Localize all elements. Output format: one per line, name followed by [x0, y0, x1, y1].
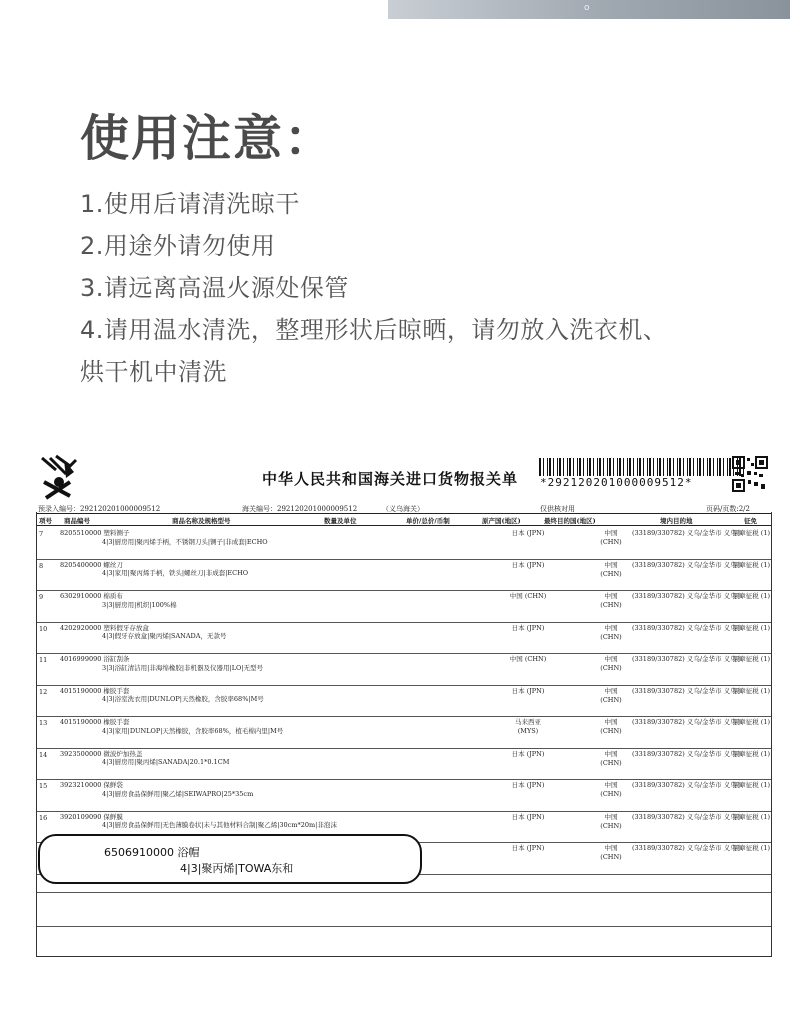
barcode-bar: [597, 458, 598, 476]
barcode-bar: [637, 458, 638, 476]
barcode-bar: [557, 458, 558, 476]
reference-note: 仅供核对用: [540, 505, 575, 513]
destination-country: 中国 (CHN): [600, 623, 622, 641]
page-heading: 使用注意：: [80, 110, 336, 167]
barcode-bar: [563, 458, 564, 476]
barcode-bar: [543, 458, 544, 476]
domestic-destination: (33189/330782) 义乌/金华市 义乌市: [632, 781, 744, 789]
barcode-bar: [727, 458, 728, 476]
tax-treatment: 照章征税 (1): [732, 781, 770, 789]
barcode-bar: [669, 458, 671, 476]
item-number: 11: [39, 656, 48, 664]
note-2: 2.用途外请勿使用: [80, 232, 276, 260]
destination-country: 中国 (CHN): [600, 781, 622, 798]
barcode-bar: [623, 458, 624, 476]
domestic-destination: (33189/330782) 义乌/金华市 义乌市: [632, 686, 744, 695]
col-item-no: 项号: [39, 517, 52, 525]
barcode-icon: [539, 458, 747, 476]
barcode-bar: [559, 458, 561, 476]
barcode-bar: [713, 458, 714, 476]
origin-country: 日本 (JPN): [511, 749, 545, 758]
barcode-bar: [593, 458, 594, 476]
highlighted-item-spec: 4|3|聚丙烯|TOWA东和: [180, 862, 294, 875]
barcode-bar: [663, 458, 664, 476]
item-number: 15: [39, 782, 48, 790]
col-commodity-code: 商品编号: [64, 517, 90, 525]
item-number: 10: [39, 624, 48, 633]
barcode-bar: [687, 458, 688, 476]
spec-line: 4|3|家用|DUNLOP|天然橡胶，含胶率68%，植毛棉内里|M号: [102, 726, 284, 735]
barcode-bar: [657, 458, 658, 476]
spec-line: 4|3|假牙存放盒|聚丙烯|SANADA，无款号: [102, 632, 227, 640]
barcode-bar: [709, 458, 711, 476]
barcode-bar: [729, 458, 731, 476]
tax-treatment: 照章征税 (1): [732, 749, 770, 758]
col-description: 商品名称及规格型号: [172, 517, 231, 525]
top-photo-strip: [388, 0, 790, 19]
barcode-bar: [589, 458, 591, 476]
commodity-line: 4016999090 浴缸刮条: [60, 655, 130, 663]
item-number: 14: [39, 750, 48, 759]
barcode-bar: [587, 458, 588, 476]
barcode-bar: [653, 458, 654, 476]
note-3: 3.请远离高温火源处保管: [80, 274, 349, 302]
customs-office: （义乌海关）: [382, 505, 424, 513]
domestic-destination: (33189/330782) 义乌/金华市 义乌市: [632, 560, 744, 569]
tax-treatment: 照章征税 (1): [732, 529, 770, 537]
domestic-destination: (33189/330782) 义乌/金华市 义乌市: [632, 718, 744, 726]
barcode-bar: [629, 458, 631, 476]
col-destination-country: 最终目的国(地区): [544, 517, 596, 525]
customs-declaration-form: [36, 452, 772, 958]
col-tax: 征免: [744, 517, 757, 525]
barcode-bar: [717, 458, 718, 476]
note-4: 4.请用温水清洗，整理形状后晾晒，请勿放入洗衣机、: [80, 316, 668, 344]
barcode-bar: [617, 458, 618, 476]
barcode-bar: [723, 458, 724, 476]
barcode-bar: [607, 458, 608, 476]
page-count: 页码/页数:2/2: [706, 505, 750, 513]
destination-country: 中国 (CHN): [600, 529, 622, 546]
barcode-bar: [627, 458, 628, 476]
origin-country: 日本 (JPN): [511, 529, 545, 537]
col-quantity: 数量及单位: [324, 517, 357, 525]
tax-treatment: 照章征税 (1): [732, 844, 770, 852]
barcode-bar: [547, 458, 548, 476]
item-number: 8: [39, 561, 44, 570]
customs-emblem-icon: [36, 452, 82, 504]
barcode-bar: [577, 458, 578, 476]
tax-treatment: 照章征税 (1): [732, 812, 770, 821]
origin-country: 马来西亚 (MYS): [515, 718, 541, 735]
spec-line: 3|3|浴缸清洁用|非海绵橡胶|非机器及仪器用|LO|无型号: [102, 663, 264, 672]
highlighted-item: [38, 834, 422, 884]
barcode-bar: [667, 458, 668, 476]
barcode-bar: [703, 458, 704, 476]
barcode-bar: [619, 458, 621, 476]
pre-entry-number: 预录入编号：292120201000009512: [38, 505, 161, 513]
barcode-bar: [579, 458, 581, 476]
commodity-line: 8205510000 塑料铡子: [60, 529, 130, 537]
barcode-bar: [567, 458, 568, 476]
origin-country: 日本 (JPN): [511, 781, 545, 789]
note-4-continued: 烘干机中清洗: [80, 358, 227, 386]
origin-country: 日本 (JPN): [511, 686, 545, 695]
origin-country: 中国 (CHN): [509, 655, 547, 663]
domestic-destination: (33189/330782) 义乌/金华市 义乌市: [632, 812, 744, 821]
spec-line: 4|3|厨房食品保鲜用|聚乙烯|SEIWAPRO|25*35cm: [102, 789, 254, 798]
col-origin: 原产国(地区): [482, 517, 521, 525]
barcode-bar: [603, 458, 604, 476]
item-number: 12: [39, 687, 48, 696]
destination-country: 中国 (CHN): [600, 655, 622, 672]
barcode-bar: [689, 458, 691, 476]
origin-country: 日本 (JPN): [511, 560, 545, 569]
spec-line: 4|3|厨房用|聚丙烯手柄，不锈钢刀头|铡子|非成套|ECHO: [102, 537, 268, 546]
destination-country: 中国 (CHN): [600, 718, 622, 735]
col-price: 单价/总价/币制: [406, 517, 450, 525]
spec-line: 4|3|厨房食品保鲜用|无色薄膜卷状|未与其他材料合制|聚乙烯|30cm*20m|非泡沫: [102, 821, 337, 829]
domestic-destination: (33189/330782) 义乌/金华市 义乌市: [632, 655, 744, 663]
barcode-bar: [569, 458, 571, 476]
barcode-bar: [613, 458, 614, 476]
barcode-bar: [683, 458, 684, 476]
spec-line: 3|3|厨房用|机织|100%棉: [102, 600, 177, 609]
highlighted-item-code: 6506910000 浴帽: [104, 846, 200, 859]
barcode-bar: [643, 458, 644, 476]
tax-treatment: 照章征税 (1): [732, 655, 770, 663]
commodity-line: 3923500000 微波炉加热盖: [60, 749, 143, 758]
destination-country: 中国 (CHN): [600, 592, 622, 609]
tax-treatment: 照章征税 (1): [732, 623, 770, 632]
barcode-bar: [583, 458, 584, 476]
item-number: 16: [39, 813, 48, 822]
note-1: 1.使用后请清洗晾干: [80, 190, 300, 218]
destination-country: 中国 (CHN): [600, 812, 622, 830]
commodity-line: 8205400000 螺丝刀: [60, 560, 123, 569]
domestic-destination: (33189/330782) 义乌/金华市 义乌市: [632, 749, 744, 758]
origin-country: 日本 (JPN): [511, 623, 545, 632]
barcode-bar: [707, 458, 708, 476]
barcode-bar: [599, 458, 601, 476]
commodity-line: 4015190000 橡胶手套: [60, 718, 130, 726]
barcode-bar: [633, 458, 634, 476]
origin-country: 日本 (JPN): [511, 844, 545, 852]
barcode-bar: [553, 458, 554, 476]
destination-country: 中国 (CHN): [600, 749, 622, 767]
domestic-destination: (33189/330782) 义乌/金华市 义乌市: [632, 623, 744, 632]
tax-treatment: 照章征税 (1): [732, 718, 770, 726]
destination-country: 中国 (CHN): [600, 686, 622, 704]
barcode-bar: [693, 458, 694, 476]
barcode-bar: [673, 458, 674, 476]
item-number: 13: [39, 719, 48, 727]
domestic-destination: (33189/330782) 义乌/金华市 义乌市: [632, 844, 744, 852]
destination-country: 中国 (CHN): [600, 560, 622, 578]
col-domestic-destination: 境内目的地: [660, 517, 693, 525]
origin-country: 中国 (CHN): [509, 592, 547, 600]
barcode-bar: [609, 458, 611, 476]
commodity-line: 6302910000 棉质布: [60, 592, 123, 600]
commodity-line: 3923210000 保鲜袋: [60, 781, 123, 789]
barcode-bar: [647, 458, 648, 476]
barcode-bar: [679, 458, 681, 476]
commodity-line: 4015190000 橡胶手套: [60, 686, 130, 695]
barcode-bar: [677, 458, 678, 476]
domestic-destination: (33189/330782) 义乌/金华市 义乌市: [632, 592, 744, 600]
barcode-bar: [659, 458, 661, 476]
domestic-destination: (33189/330782) 义乌/金华市 义乌市: [632, 529, 744, 537]
barcode-text: *292120201000009512*: [540, 476, 693, 489]
item-number: 7: [39, 530, 44, 538]
spec-line: 4|3|厨房用|聚丙烯|SANADA|20.1*0.1CM: [102, 758, 230, 766]
strip-glyph: ο: [584, 3, 590, 13]
item-number: 9: [39, 593, 44, 601]
barcode-bar: [719, 458, 721, 476]
customs-number: 海关编号：292120201000009512: [242, 505, 358, 513]
commodity-line: 3920109090 保鲜膜: [60, 812, 123, 821]
form-title: 中华人民共和国海关进口货物报关单: [262, 470, 519, 488]
barcode-bar: [549, 458, 551, 476]
destination-country: 中国 (CHN): [600, 844, 622, 861]
qr-code-icon: [732, 456, 768, 492]
barcode-bar: [639, 458, 641, 476]
spec-line: 4|3|浴室洗衣用|DUNLOP|天然橡胶，含胶率68%|M号: [102, 695, 264, 703]
barcode-bar: [697, 458, 698, 476]
commodity-line: 4202920000 塑料假牙存放盒: [60, 623, 149, 632]
tax-treatment: 照章征税 (1): [732, 686, 770, 695]
form-frame: [36, 512, 772, 957]
barcode-bar: [573, 458, 574, 476]
barcode-bar: [539, 458, 541, 476]
tax-treatment: 照章征税 (1): [732, 592, 770, 600]
barcode-bar: [699, 458, 701, 476]
spec-line: 4|3|家用|聚丙烯手柄，铁头|螺丝刀|非成套|ECHO: [102, 569, 249, 577]
usage-notes: [80, 183, 760, 393]
barcode-bar: [649, 458, 651, 476]
origin-country: 日本 (JPN): [511, 812, 545, 821]
tax-treatment: 照章征税 (1): [732, 560, 770, 569]
